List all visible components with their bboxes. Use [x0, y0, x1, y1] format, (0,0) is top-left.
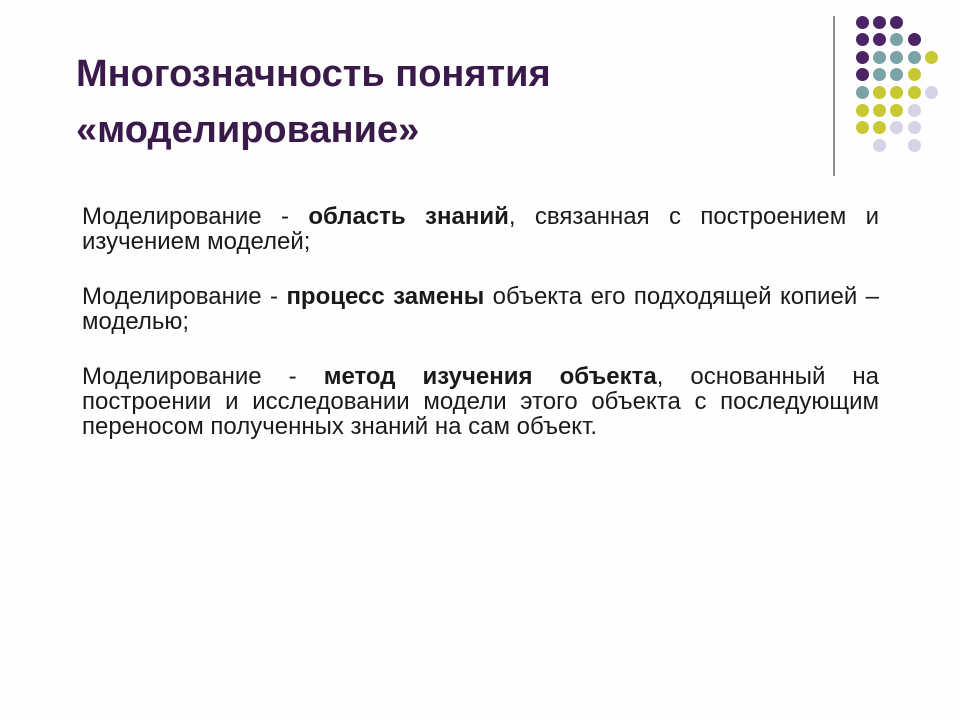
decorative-dot [856, 33, 869, 46]
decorative-dot [873, 51, 886, 64]
decorative-dot [873, 121, 886, 134]
title-line-2: «моделирование» [76, 109, 420, 151]
decorative-dot [873, 16, 886, 29]
paragraph-lead: Моделирование - [82, 283, 287, 310]
dot-grid-icon [0, 0, 960, 200]
decorative-dot [890, 68, 903, 81]
decorative-dot [890, 121, 903, 134]
decorative-dot [908, 51, 921, 64]
decorative-dot [856, 16, 869, 29]
decorative-dot [925, 51, 938, 64]
decorative-dot [856, 51, 869, 64]
paragraph-bold-term: процесс замены [286, 283, 485, 310]
decorative-dot [873, 33, 886, 46]
decorative-dot [908, 86, 921, 99]
paragraph-bold-term: область знаний [308, 203, 509, 230]
decorative-dot [908, 139, 921, 152]
decorative-dot [908, 33, 921, 46]
paragraph-rest: объекта его подходящей копией – моделью; [82, 283, 879, 335]
decorative-dot [873, 86, 886, 99]
decorative-dot [856, 68, 869, 81]
decorative-dot [908, 121, 921, 134]
decorative-dot [856, 86, 869, 99]
decorative-dot [908, 68, 921, 81]
decorative-dot [890, 51, 903, 64]
decorative-dot [856, 121, 869, 134]
decorative-dot [925, 86, 938, 99]
definition-paragraph-2 [82, 284, 879, 334]
paragraph-rest: , основанный на построении и исследовании модели этого объекта с последующим переносом полученных знаний на сам объект. [82, 363, 880, 440]
decorative-dot [856, 104, 869, 117]
decorative-dot [873, 68, 886, 81]
decorative-dot [890, 16, 903, 29]
decorative-dot [908, 104, 921, 117]
definition-paragraph-3 [82, 364, 879, 439]
paragraph-lead: Моделирование - [82, 203, 309, 230]
slide-body [82, 204, 879, 469]
decorative-dot [873, 139, 886, 152]
paragraph-rest: , связанная с построением и изучением моделей; [82, 203, 880, 255]
decorative-dot [890, 104, 903, 117]
decorative-dot [873, 104, 886, 117]
decorative-dot [890, 86, 903, 99]
definition-paragraph-1 [82, 204, 879, 254]
title-line-1: Многозначность понятия [76, 53, 551, 95]
decorative-dot [890, 33, 903, 46]
paragraph-bold-term: метод изучения объекта [323, 363, 657, 390]
paragraph-lead: Моделирование - [82, 363, 324, 390]
